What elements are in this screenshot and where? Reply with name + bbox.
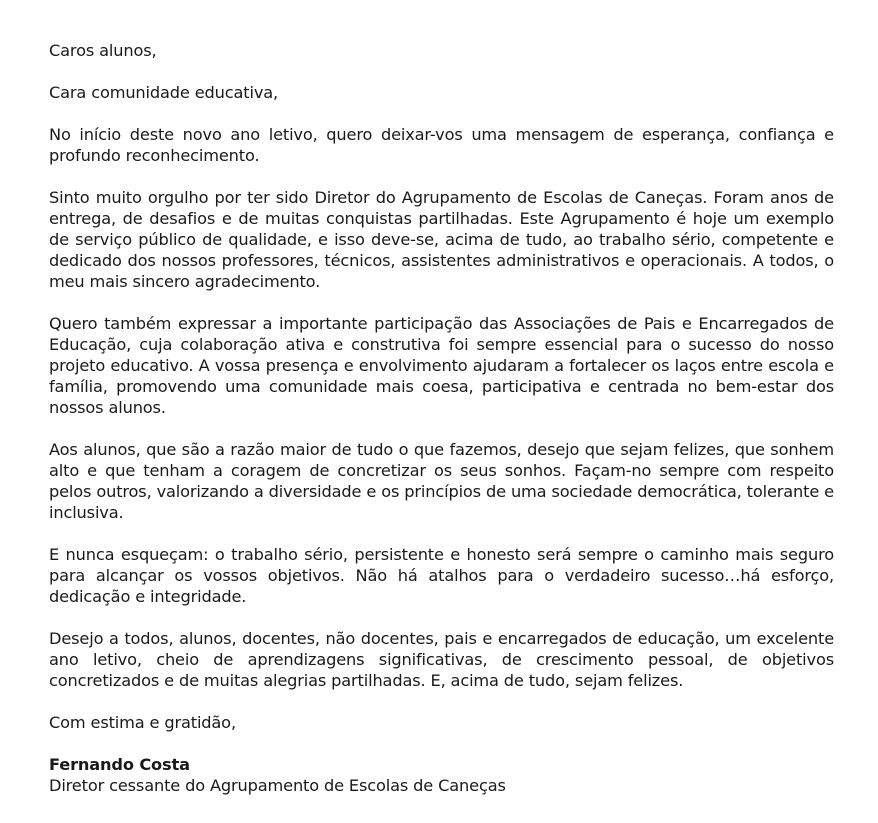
closing-line: Com estima e gratidão,	[49, 713, 236, 732]
paragraph-pride: Sinto muito orgulho por ter sido Diretor do Agrupamento de Escolas de Caneças. Foram anos de entrega, de desafios e de muitas conquistas partilhadas. Este Agrupamento é hoje um exemplo de serviço público de qualidade, e isso deve-se, acima de tudo, ao trabalho sério, competente e dedicado dos nossos professores, técnicos, assistentes administrativos e operacionais. A todos, o meu mais sincero agradecimento.	[49, 188, 834, 291]
paragraph-students: Aos alunos, que são a razão maior de tudo o que fazemos, desejo que sejam felizes, que sonhem alto e que tenham a coragem de concretizar os seus sonhos. Façam-no sempre com respeito pelos outros, valorizando a diversidade e os princípios de uma sociedade democrática, tolerante e inclusiva.	[49, 440, 834, 522]
signature-block	[49, 754, 834, 796]
paragraph-intro: No início deste novo ano letivo, quero deixar-vos uma mensagem de esperança, confiança e profundo reconhecimento.	[49, 125, 834, 165]
greeting-students: Caros alunos,	[49, 41, 157, 60]
paragraph-wishes: Desejo a todos, alunos, docentes, não docentes, pais e encarregados de educação, um excelente ano letivo, cheio de aprendizagens significativas, de crescimento pessoal, de objetivos concretizados e de muitas alegrias partilhadas. E, acima de tudo, sejam felizes.	[49, 629, 834, 690]
paragraph-parents-associations: Quero também expressar a importante participação das Associações de Pais e Encarregados de Educação, cuja colaboração ativa e construtiva foi sempre essencial para o sucesso do nosso projeto educativo. A vossa presença e envolvimento ajudaram a fortalecer os laços entre escola e família, promovendo uma comunidade mais coesa, participativa e centrada no bem-estar dos nossos alunos.	[49, 314, 834, 417]
paragraph-hard-work: E nunca esqueçam: o trabalho sério, persistente e honesto será sempre o caminho mais seguro para alcançar os vossos objetivos. Não há atalhos para o verdadeiro sucesso…há esforço, dedicação e integridade.	[49, 545, 834, 606]
signature-role: Diretor cessante do Agrupamento de Escolas de Caneças	[49, 776, 506, 795]
letter-body	[49, 40, 834, 796]
greeting-community: Cara comunidade educativa,	[49, 83, 279, 102]
signature-name: Fernando Costa	[49, 755, 190, 774]
